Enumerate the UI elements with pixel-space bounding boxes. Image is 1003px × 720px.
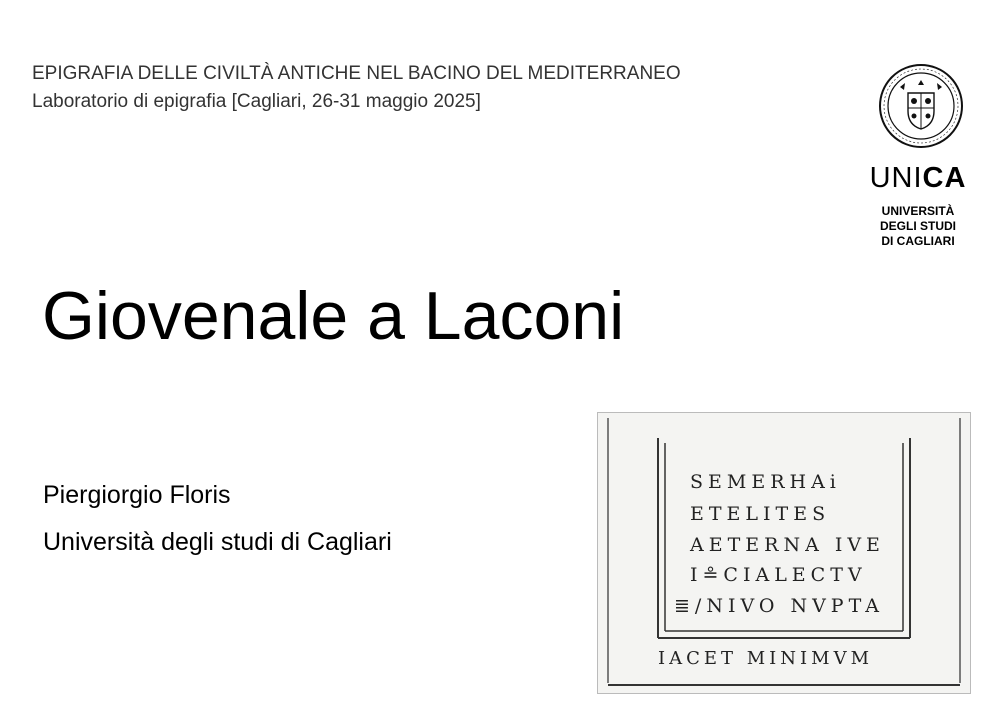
inscription-line: SEMERHAi <box>690 471 841 493</box>
brand-wordmark <box>862 161 974 195</box>
course-title: EPIGRAFIA DELLE CIVILTÀ ANTICHE NEL BACINO DEL MEDITERRANEO <box>32 63 681 84</box>
author-block <box>43 472 392 566</box>
inscription-image <box>597 412 971 694</box>
inscription-line: ETELITES <box>690 503 831 525</box>
author-affiliation: Università degli studi di Cagliari <box>43 528 392 556</box>
brand-sub-line: UNIVERSITÀ <box>881 204 955 218</box>
slide-header <box>32 60 681 116</box>
inscription-line: I≗CIALECTV <box>690 564 867 586</box>
inscription-line: AETERNA IVE <box>690 534 885 556</box>
university-logo <box>862 63 974 249</box>
brand-sub-line: DEGLI STUDI <box>879 219 956 233</box>
university-seal-icon <box>878 63 964 149</box>
brand-sub-line: DI CAGLIARI <box>881 234 955 248</box>
brand-subtitle <box>862 204 974 249</box>
brand-bold: CA <box>922 162 967 194</box>
slide-title: Giovenale a Laconi <box>42 278 625 354</box>
brand-light: UNI <box>869 162 923 194</box>
lab-subtitle: Laboratorio di epigrafia [Cagliari, 26-31 maggio 2025] <box>32 91 481 112</box>
author-name: Piergiorgio Floris <box>43 481 231 509</box>
inscription-bottom-line: IACET MINIMVM <box>658 648 874 669</box>
inscription-line: ≣/NIVO NVPTA <box>674 595 884 617</box>
